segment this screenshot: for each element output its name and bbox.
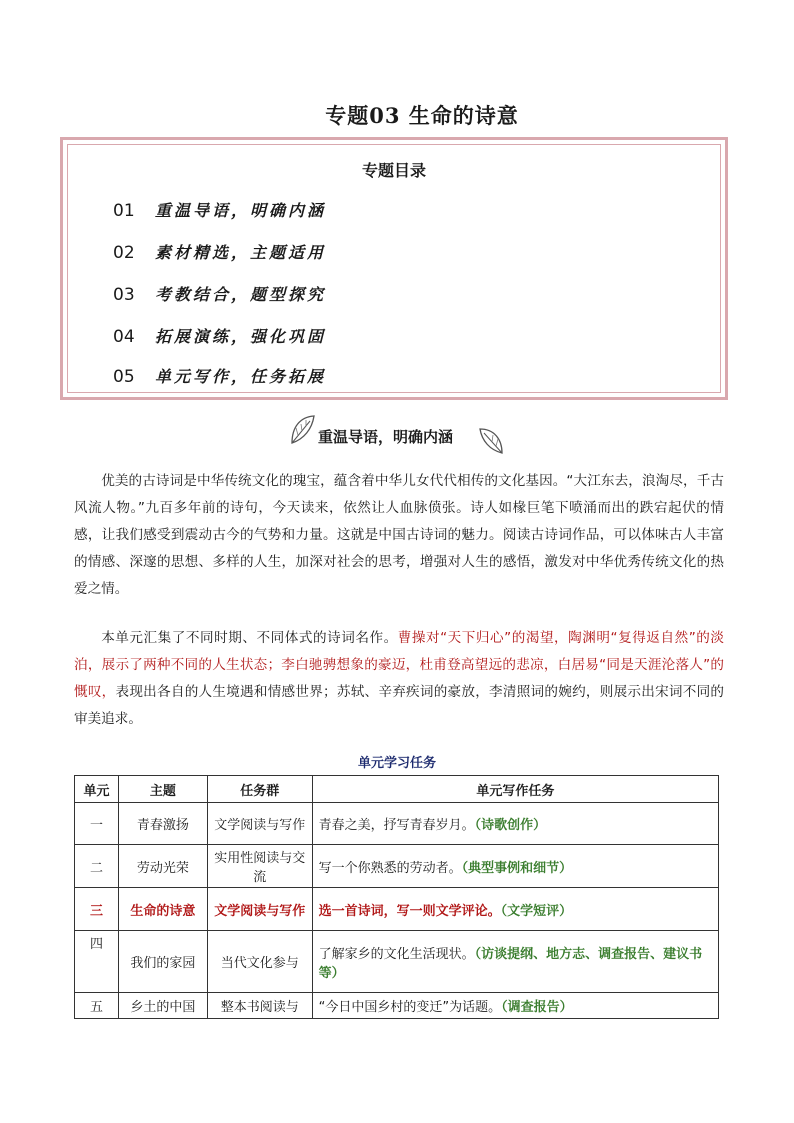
toc-item[interactable] <box>113 240 326 263</box>
header-cell: 单元写作任务 <box>312 776 718 803</box>
table-row <box>75 993 719 1019</box>
theme-cell: 青春激扬 <box>118 803 207 845</box>
task-text: 了解家乡的文化生活现状。 <box>318 946 475 962</box>
table-row <box>75 931 719 993</box>
table-row <box>75 845 719 888</box>
task-tag: （访谈提纲、地方志、调查报告、建议书等） <box>318 946 703 981</box>
unit-cell: 四 <box>75 931 119 993</box>
intro-paragraph-1: 优美的古诗词是中华传统文化的瑰宝，蕴含着中华儿女代代相传的文化基因。“大江东去，浪淘尽，千古风流人物。”九百多年前的诗句，今天读来，依然让人血脉偾张。诗人如椽巨笔下喷涌而出的跌宕起伏的情感，让我们感受到震动古今的气势和力量。这就是中国古诗词的魅力。阅读古诗词作品，可以体味古人丰富的情感、深邃的思想、多样的人生，加深对社会的思考，增强对人生的感悟，激发对中华优秀传统文化的热爱之情。 <box>74 473 724 597</box>
theme-cell: 乡土的中国 <box>118 993 207 1019</box>
header-cell: 单元 <box>75 776 119 803</box>
task-cell <box>312 931 718 993</box>
task-tag: （调查报告） <box>501 1000 573 1015</box>
task-cell <box>312 993 718 1019</box>
leaf-right-icon <box>476 425 506 457</box>
group-cell: 整本书阅读与 <box>207 993 312 1019</box>
header-cell: 任务群 <box>207 776 312 803</box>
toc-item-number: 02 <box>113 243 135 263</box>
group-cell: 文学阅读与写作 <box>207 888 312 931</box>
theme-cell: 劳动光荣 <box>118 845 207 888</box>
toc-item-label: 素材精选，主题适用 <box>155 243 327 262</box>
section-title: 重温导语，明确内涵 <box>318 428 454 446</box>
task-cell <box>312 845 718 888</box>
toc-item[interactable] <box>113 324 326 347</box>
task-tag: （典型事例和细节） <box>461 860 573 876</box>
table-row <box>75 803 719 845</box>
toc-item-number: 05 <box>113 367 135 387</box>
toc-box <box>60 137 728 400</box>
group-cell: 当代文化参与 <box>207 931 312 993</box>
group-cell: 文学阅读与写作 <box>207 803 312 845</box>
unit-cell: 三 <box>75 888 119 931</box>
task-cell <box>312 803 718 845</box>
table-row-highlighted <box>75 888 719 931</box>
theme-cell: 生命的诗意 <box>118 888 207 931</box>
unit-cell: 二 <box>75 845 119 888</box>
toc-item-label: 单元写作，任务拓展 <box>155 367 327 386</box>
group-cell: 实用性阅读与交流 <box>207 845 312 888</box>
task-text: 青春之美，抒写青春岁月。 <box>318 818 475 833</box>
task-text: 写一个你熟悉的劳动者。 <box>318 860 462 876</box>
toc-item-label: 拓展演练，强化巩固 <box>155 327 327 346</box>
toc-item-number: 03 <box>113 285 135 305</box>
table-caption: 单元学习任务 <box>357 756 436 771</box>
task-cell <box>312 888 718 931</box>
task-text: 选一首诗词，写一则文学评论。 <box>318 903 501 919</box>
task-text: “今日中国乡村的变迁”为话题。 <box>318 1000 502 1015</box>
table-header-row <box>75 776 719 803</box>
unit-cell: 五 <box>75 993 119 1019</box>
para2-highlight: 曹操对“天下归心”的渴望，陶渊明“复得返自然”的淡泊，展示了两种不同的人生状态；李白驰骋想象的豪迈，杜甫登高望远的悲凉，白居易“同是天涯沦落人”的慨叹， <box>74 630 724 700</box>
toc-item[interactable] <box>113 364 326 387</box>
toc-item-label: 重温导语，明确内涵 <box>155 201 327 220</box>
toc-item[interactable] <box>113 198 326 221</box>
leaf-left-icon <box>288 413 318 447</box>
task-tag: （文学短评） <box>500 903 573 919</box>
unit-cell: 一 <box>75 803 119 845</box>
toc-item-number: 01 <box>113 201 135 221</box>
toc-item-label: 考教结合，题型探究 <box>155 285 327 304</box>
para2-normal-end: 表现出各自的人生境遇和情感世界；苏轼、辛弃疾词的豪放，李清照词的婉约，则展示出宋词不同的审美追求。 <box>74 684 725 727</box>
toc-heading: 专题目录 <box>361 161 426 180</box>
header-cell: 主题 <box>118 776 207 803</box>
toc-item[interactable] <box>113 282 326 305</box>
theme-cell: 我们的家园 <box>118 931 207 993</box>
toc-item-number: 04 <box>113 327 135 347</box>
task-tag: （诗歌创作） <box>474 818 547 833</box>
section-banner <box>288 413 508 457</box>
intro-paragraph-2 <box>74 625 724 733</box>
task-table <box>74 775 719 1019</box>
page-title: 专题03 生命的诗意 <box>325 103 519 128</box>
para2-normal-start: 本单元汇集了不同时期、不同体式的诗词名作。 <box>101 630 398 646</box>
